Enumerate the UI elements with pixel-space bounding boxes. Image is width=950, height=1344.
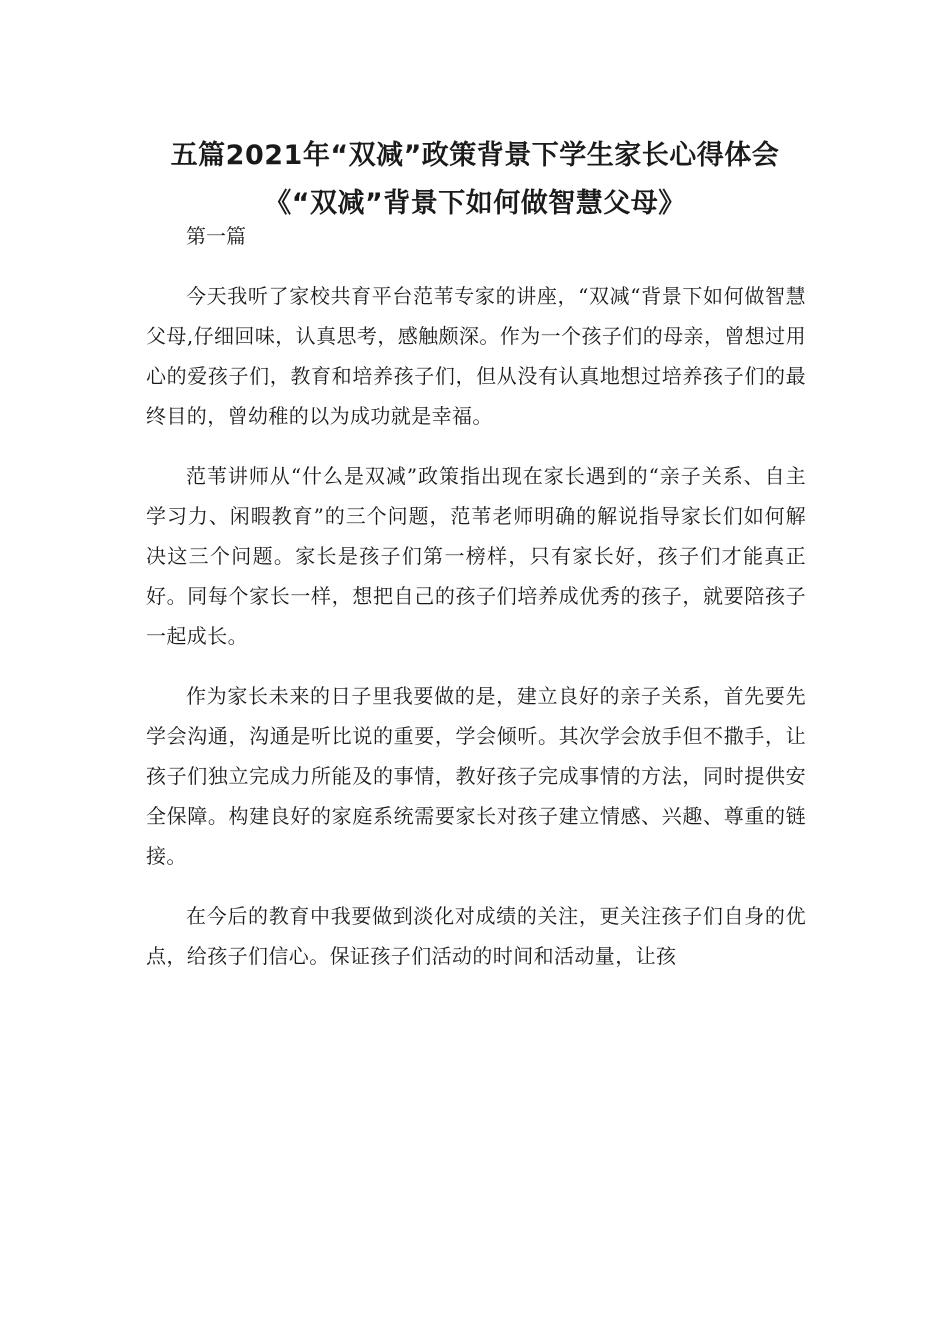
document-body <box>146 222 806 996</box>
paragraph-1: 今天我听了家校共育平台范苇专家的讲座，“双减“背景下如何做智慧父母,仔细回味，认真思考，感触颇深。作为一个孩子们的母亲，曾想过用心的爱孩子们，教育和培养孩子们，但从没有认真地想过培养孩子们的最终目的，曾幼稚的以为成功就是幸福。 <box>146 284 806 428</box>
paragraph-3: 作为家长未来的日子里我要做的是，建立良好的亲子关系，首先要先学会沟通，沟通是听比说的重要，学会倾听。其次学会放手但不撒手，让孩子们独立完成力所能及的事情，教好孩子完成事情的方法，同时提供安全保障。构建良好的家庭系统需要家长对孩子建立情感、兴趣、尊重的链接。 <box>146 684 806 868</box>
paragraph-2: 范苇讲师从“什么是双减”政策指出现在家长遇到的“亲子关系、自主学习力、闲暇教育”的三个问题，范苇老师明确的解说指导家长们如何解决这三个问题。家长是孩子们第一榜样，只有家长好，孩子们才能真正好。同每个家长一样，想把自己的孩子们培养成优秀的孩子，就要陪孩子一起成长。 <box>146 464 806 648</box>
paragraph-4: 在今后的教育中我要做到淡化对成绩的关注，更关注孩子们自身的优点，给孩子们信心。保证孩子们活动的时间和活动量，让孩 <box>146 904 806 968</box>
title-line-2: 《“双减”背景下如何做智慧父母》 <box>264 188 686 219</box>
title-line-1: 五篇2021年“双减”政策背景下学生家长心得体会 <box>170 140 780 171</box>
document-title <box>100 132 850 228</box>
section-label: 第一篇 <box>186 224 246 248</box>
